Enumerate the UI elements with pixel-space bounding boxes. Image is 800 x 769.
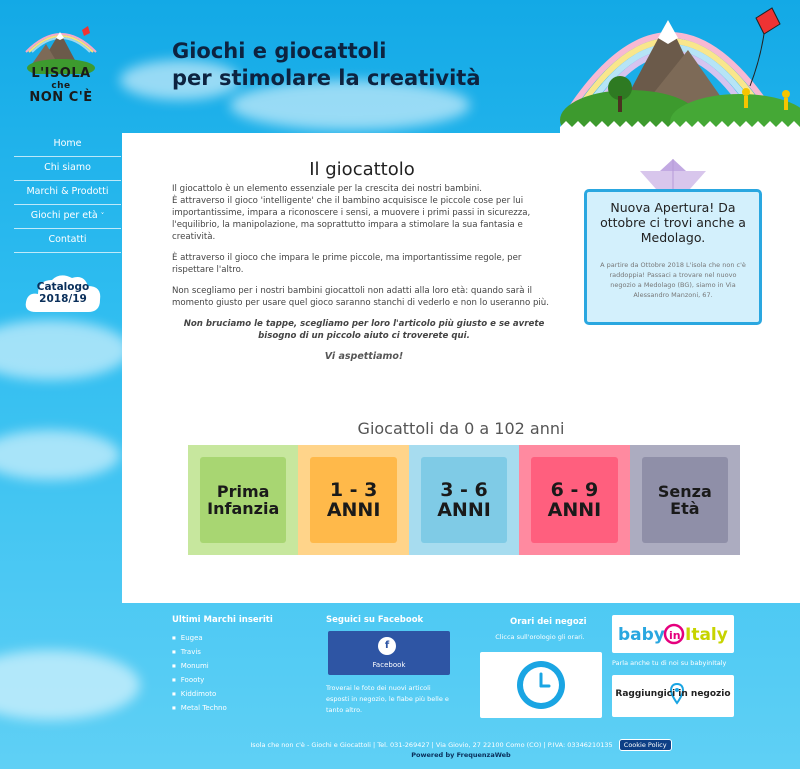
sidebar xyxy=(0,0,122,769)
nav-item-home[interactable]: Home xyxy=(14,133,121,157)
catalog-label: Catalogo 2018/19 xyxy=(36,281,90,305)
intro-closing: Vi aspettiamo! xyxy=(324,351,404,362)
powered-by[interactable]: Powered by FrequenzaWeb xyxy=(411,751,511,759)
site-logo[interactable] xyxy=(20,24,102,114)
brands-title: Ultimi Marchi inseriti xyxy=(172,615,273,625)
nav-item-chi-siamo[interactable]: Chi siamo xyxy=(14,157,121,181)
age-section-title: Giocattoli da 0 a 102 anni xyxy=(357,419,565,438)
facebook-text: Troverai le foto dei nuovi articoli esposti in negozio, le fiabe più belle e tanto altro. xyxy=(326,684,449,714)
main-content xyxy=(122,133,800,603)
main-nav xyxy=(14,133,121,253)
babyinitaly-logo[interactable] xyxy=(612,615,734,653)
brand-link[interactable]: ■ Travis xyxy=(172,645,227,659)
brands-list xyxy=(172,631,227,715)
cookie-policy-button[interactable]: Cookie Policy xyxy=(619,739,672,751)
brand-link[interactable]: ■ Eugea xyxy=(172,631,227,645)
reach-store-button[interactable] xyxy=(612,675,734,717)
logo-text: L'ISOLA che NON C'È xyxy=(29,66,93,105)
babyinitaly-text: Parla anche tu di noi su babyinItaly xyxy=(612,659,727,667)
babyinitaly-logo-icon xyxy=(612,615,734,653)
page-header xyxy=(122,0,800,133)
catalog-button[interactable] xyxy=(24,272,102,314)
age-category-6-9[interactable] xyxy=(519,445,629,555)
hours-subtitle: Clicca sull'orologio gli orari. xyxy=(495,633,585,641)
brand-link[interactable]: ■ Foooty xyxy=(172,673,227,687)
clock-icon xyxy=(480,652,602,718)
footer xyxy=(122,603,800,729)
facebook-label: Facebook xyxy=(372,661,406,669)
reach-store-label: Raggiungici in negozio xyxy=(615,689,731,699)
nav-item-contatti[interactable]: Contatti xyxy=(14,229,121,253)
intro-text xyxy=(172,183,556,372)
page-title: Il giocattolo xyxy=(309,159,415,180)
hours-title: Orari dei negozi xyxy=(510,617,587,627)
age-category-senza-eta[interactable] xyxy=(630,445,740,555)
nav-item-giochi-per-eta[interactable]: Giochi per età ˅ xyxy=(14,205,121,229)
intro-highlight: Non bruciamo le tappe, scegliamo per loro l'articolo più giusto e se avrete bisogno di un piccolo aiuto ci troverete qui. xyxy=(183,319,545,341)
nav-item-marchi-prodotti[interactable]: Marchi & Prodotti xyxy=(14,181,121,205)
age-label: Senza Età xyxy=(657,482,712,518)
svg-text:baby: baby xyxy=(618,625,665,645)
news-title: Nuova Apertura! Da ottobre ci trovi anche a Medolago. xyxy=(600,200,746,245)
header-title: Giochi e giocattoli per stimolare la creatività xyxy=(172,39,481,90)
brand-link[interactable]: ■ Metal Techno xyxy=(172,701,227,715)
facebook-button[interactable] xyxy=(328,631,450,675)
company-info: Isola che non c'è - Giochi e Giocattoli | Tel. 031-269427 | Via Giovio, 27 22100 Como (CO) | P.IVA: 03346210135 Cookie Policy xyxy=(122,739,800,751)
paper-boat-icon xyxy=(638,159,708,191)
bottom-bar xyxy=(122,729,800,769)
age-category-1-3[interactable] xyxy=(298,445,408,555)
facebook-icon: f xyxy=(378,637,396,655)
age-category-prima-infanzia[interactable] xyxy=(188,445,298,555)
svg-text:in: in xyxy=(669,629,681,642)
age-categories xyxy=(188,445,740,555)
intro-paragraph: Il giocattolo è un elemento essenziale per la crescita dei nostri bambini. È attraverso il gioco 'intelligente' che il bambino acquisisce le piccole cose per lui importantissime, impara a riconoscere i sensi, a muovere i primi passi in sicurezza, l'equilibrio, la manipolazione, ma soprattutto impara a stimolare la sua fantasia e creatività. xyxy=(172,184,531,242)
brand-link[interactable]: ■ Monumi xyxy=(172,659,227,673)
age-label: 3 - 6 ANNI xyxy=(437,479,491,521)
age-label: 1 - 3 ANNI xyxy=(326,479,381,521)
age-category-3-6[interactable] xyxy=(409,445,519,555)
news-box xyxy=(584,189,762,325)
brand-link[interactable]: ■ Kiddimoto xyxy=(172,687,227,701)
age-label: Prima Infanzia xyxy=(207,482,280,518)
header-illustration xyxy=(560,0,800,133)
intro-paragraph: Non scegliamo per i nostri bambini giocattoli non adatti alla loro età: quando sarà il momento giusto per usare quel gioco saranno stanchi di vederlo e non lo useranno più. xyxy=(172,286,549,308)
dropdown-caret-icon: ˅ xyxy=(100,212,105,220)
clock-button[interactable] xyxy=(480,652,602,718)
intro-paragraph: È attraverso il gioco che impara le prime piccole, ma importantissime regole, per rispettare l'altro. xyxy=(172,253,522,275)
svg-text:Italy: Italy xyxy=(685,625,728,645)
news-body: A partire da Ottobre 2018 L'isola che non c'è raddoppia! Passaci a trovare nel nuovo negozio a Medolago (BG), siamo in Via Alessandro Manzoni, 67. xyxy=(600,261,746,299)
facebook-title: Seguici su Facebook xyxy=(326,615,424,625)
age-label: 6 - 9 ANNI xyxy=(547,479,602,521)
